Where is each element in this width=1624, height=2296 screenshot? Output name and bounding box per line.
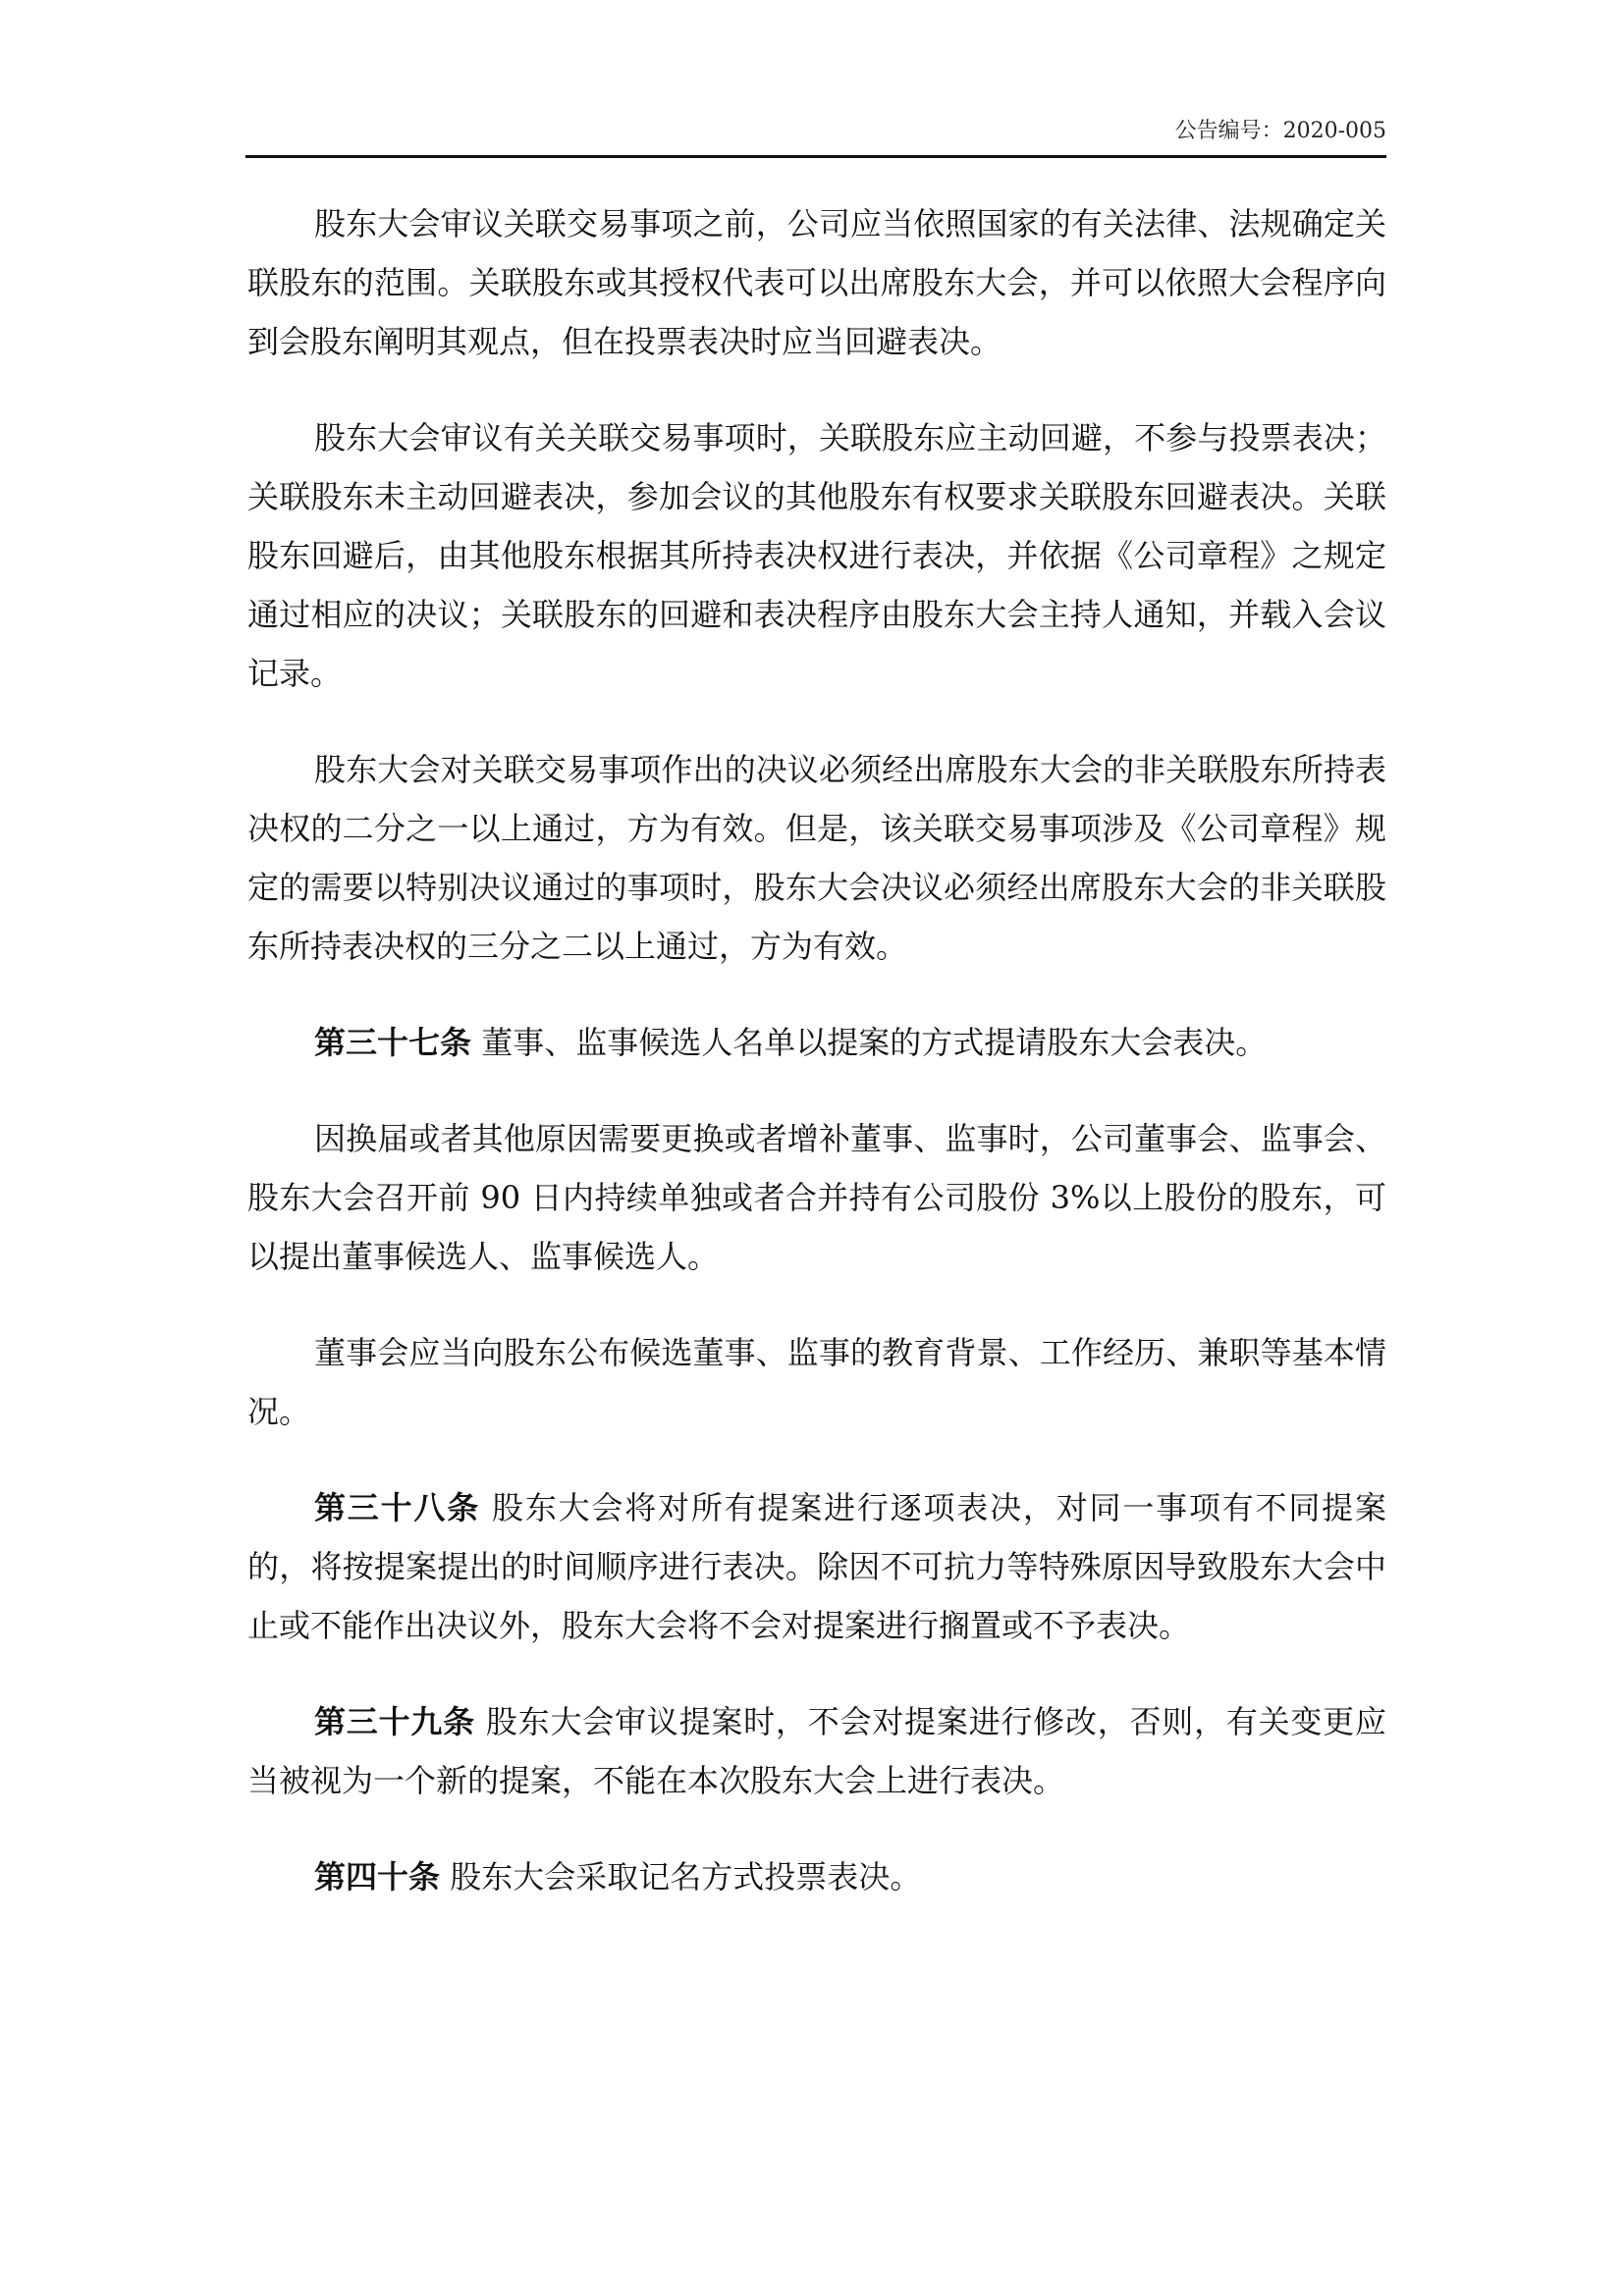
- article-39: [247, 1692, 1386, 1810]
- paragraph-related-party-scope: 股东大会审议关联交易事项之前，公司应当依照国家的有关法律、法规确定关联股东的范围。关联股东或其授权代表可以出席股东大会，并可以依照大会程序向到会股东阐明其观点，但在投票表决时应当回避表决。: [247, 205, 1386, 360]
- paragraph-candidate-disclosure: 董事会应当向股东公布候选董事、监事的教育背景、工作经历、兼职等基本情况。: [247, 1334, 1386, 1430]
- document-body: [247, 194, 1386, 1906]
- announcement-number: 公告编号：2020-005: [1174, 119, 1386, 143]
- article-40-text: 股东大会采取记名方式投票表决。: [440, 1858, 922, 1896]
- article-40-title: 第四十条: [314, 1858, 441, 1896]
- page-header: [245, 116, 1386, 158]
- article-38-title: 第三十八条: [314, 1489, 481, 1526]
- article-37: [247, 1013, 1386, 1072]
- article-38: [247, 1478, 1386, 1655]
- article-38-text: 股东大会将对所有提案进行逐项表决，对同一事项有不同提案的，将按提案提出的时间顺序进行表决。除因不可抗力等特殊原因导致股东大会中止或不能作出决议外，股东大会将不会对提案进行搁置或不予表决。: [247, 1489, 1386, 1644]
- article-37-title: 第三十七条: [314, 1024, 472, 1061]
- paragraph-related-party-avoidance: 股东大会审议有关关联交易事项时，关联股东应主动回避，不参与投票表决；关联股东未主动回避表决，参加会议的其他股东有权要求关联股东回避表决。关联股东回避后，由其他股东根据其所持表决权进行表决，并依据《公司章程》之规定通过相应的决议；关联股东的回避和表决程序由股东大会主持人通知，并载入会议记录。: [247, 419, 1386, 692]
- paragraph-candidate-nomination: 因换届或者其他原因需要更换或者增补董事、监事时，公司董事会、监事会、股东大会召开前 90 日内持续单独或者合并持有公司股份 3%以上股份的股东，可以提出董事候选人、监事候选人。: [247, 1120, 1386, 1275]
- article-39-text: 股东大会审议提案时，不会对提案进行修改，否则，有关变更应当被视为一个新的提案，不能在本次股东大会上进行表决。: [247, 1703, 1386, 1799]
- article-39-title: 第三十九条: [314, 1703, 475, 1740]
- article-37-text: 董事、监事候选人名单以提案的方式提请股东大会表决。: [471, 1024, 1268, 1061]
- paragraph-related-party-resolution: 股东大会对关联交易事项作出的决议必须经出席股东大会的非关联股东所持表决权的二分之一以上通过，方为有效。但是，该关联交易事项涉及《公司章程》规定的需要以特别决议通过的事项时，股东大会决议必须经出席股东大会的非关联股东所持表决权的三分之二以上通过，方为有效。: [247, 751, 1386, 965]
- article-40: [247, 1847, 1386, 1906]
